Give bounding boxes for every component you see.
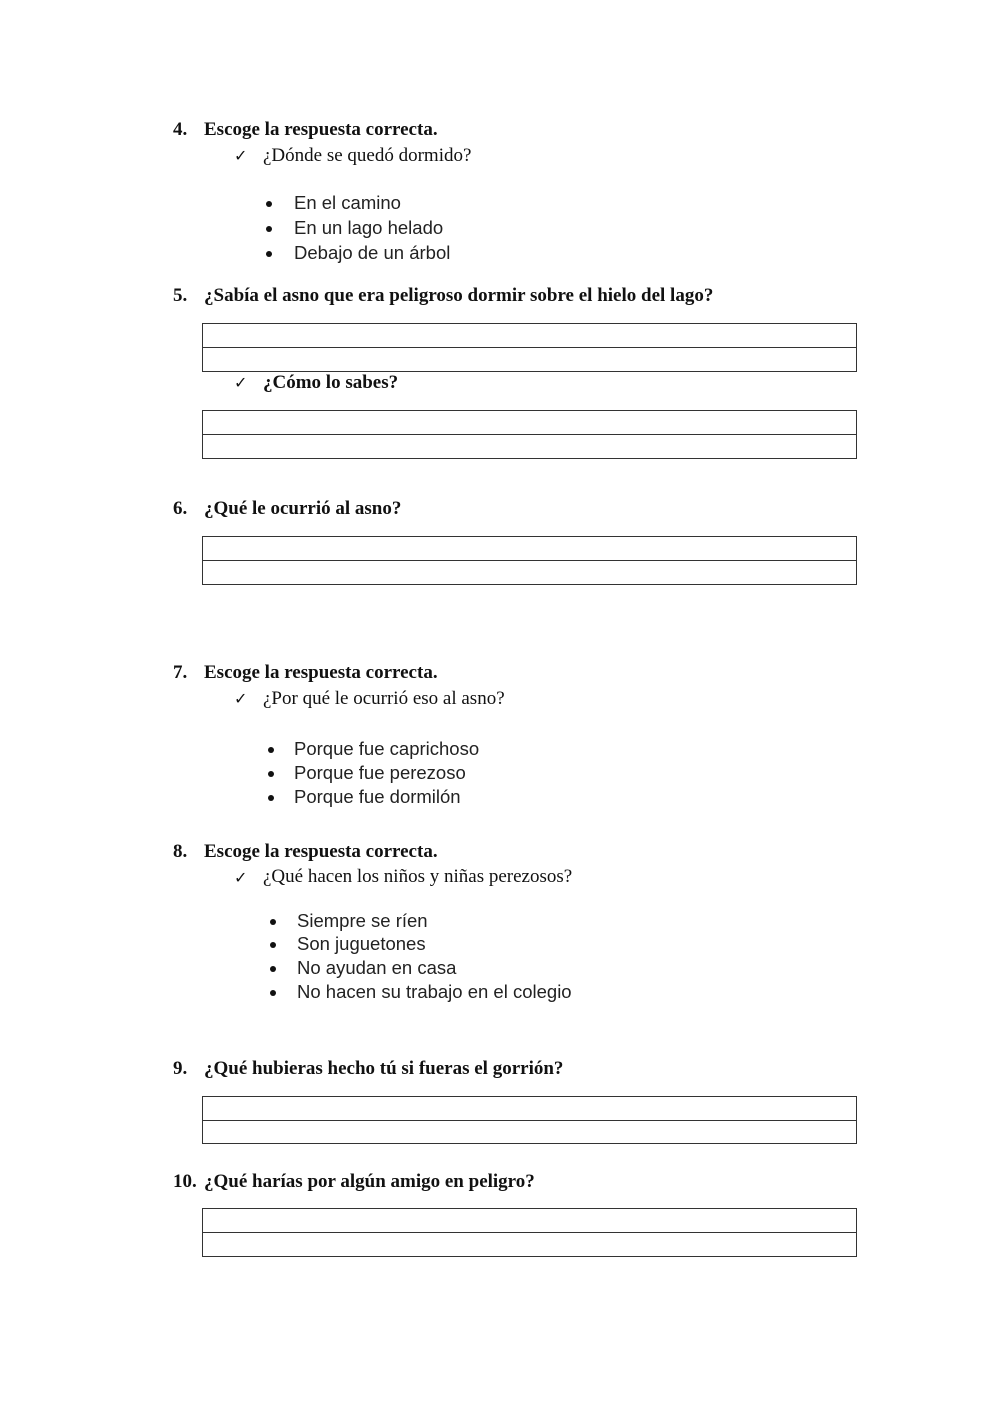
question-text: ¿Sabía el asno que era peligroso dormir sobre el hielo del lago?: [204, 285, 714, 306]
bullet-icon: [266, 251, 272, 257]
answer-box[interactable]: [202, 1208, 857, 1257]
sub-question: ¿Qué hacen los niños y niñas perezosos?: [263, 866, 573, 887]
answer-option[interactable]: Porque fue perezoso: [294, 762, 466, 783]
sub-question: ¿Por qué le ocurrió eso al asno?: [263, 688, 505, 709]
question-text: ¿Qué le ocurrió al asno?: [204, 498, 402, 519]
answer-option[interactable]: En un lago helado: [294, 217, 444, 238]
check-icon: ✓: [234, 689, 248, 708]
question-number: 5.: [173, 285, 188, 306]
answer-line-divider: [203, 1232, 856, 1233]
question-number: 9.: [173, 1058, 188, 1079]
answer-option[interactable]: Son juguetones: [297, 933, 426, 954]
question-number: 10.: [173, 1171, 197, 1192]
question-number: 7.: [173, 662, 188, 683]
answer-line-divider: [203, 434, 856, 435]
sub-question: ¿Cómo lo sabes?: [263, 372, 399, 393]
answer-option[interactable]: Debajo de un árbol: [294, 242, 451, 263]
answer-option[interactable]: Porque fue dormilón: [294, 786, 461, 807]
question-text: Escoge la respuesta correcta.: [204, 662, 438, 683]
bullet-icon: [266, 201, 272, 207]
answer-option[interactable]: En el camino: [294, 192, 401, 213]
bullet-icon: [268, 747, 274, 753]
answer-line-divider: [203, 1120, 856, 1121]
bullet-icon: [270, 942, 276, 948]
question-number: 4.: [173, 119, 188, 140]
answer-box[interactable]: [202, 323, 857, 372]
answer-option[interactable]: Porque fue caprichoso: [294, 738, 480, 759]
bullet-icon: [270, 990, 276, 996]
bullet-icon: [270, 919, 276, 925]
answer-option[interactable]: No hacen su trabajo en el colegio: [297, 981, 572, 1002]
answer-line-divider: [203, 560, 856, 561]
question-text: Escoge la respuesta correcta.: [204, 841, 438, 862]
check-icon: ✓: [234, 868, 248, 887]
bullet-icon: [266, 226, 272, 232]
answer-option[interactable]: No ayudan en casa: [297, 957, 457, 978]
check-icon: ✓: [234, 373, 248, 392]
question-text: ¿Qué hubieras hecho tú si fueras el gorrión?: [204, 1058, 564, 1079]
bullet-icon: [270, 966, 276, 972]
answer-option[interactable]: Siempre se ríen: [297, 910, 428, 931]
question-number: 8.: [173, 841, 188, 862]
sub-question: ¿Dónde se quedó dormido?: [263, 145, 472, 166]
bullet-icon: [268, 795, 274, 801]
check-icon: ✓: [234, 146, 248, 165]
bullet-icon: [268, 771, 274, 777]
question-text: Escoge la respuesta correcta.: [204, 119, 438, 140]
answer-box[interactable]: [202, 1096, 857, 1144]
question-number: 6.: [173, 498, 188, 519]
answer-box[interactable]: [202, 410, 857, 459]
question-text: ¿Qué harías por algún amigo en peligro?: [204, 1171, 535, 1192]
answer-box[interactable]: [202, 536, 857, 585]
answer-line-divider: [203, 347, 856, 348]
